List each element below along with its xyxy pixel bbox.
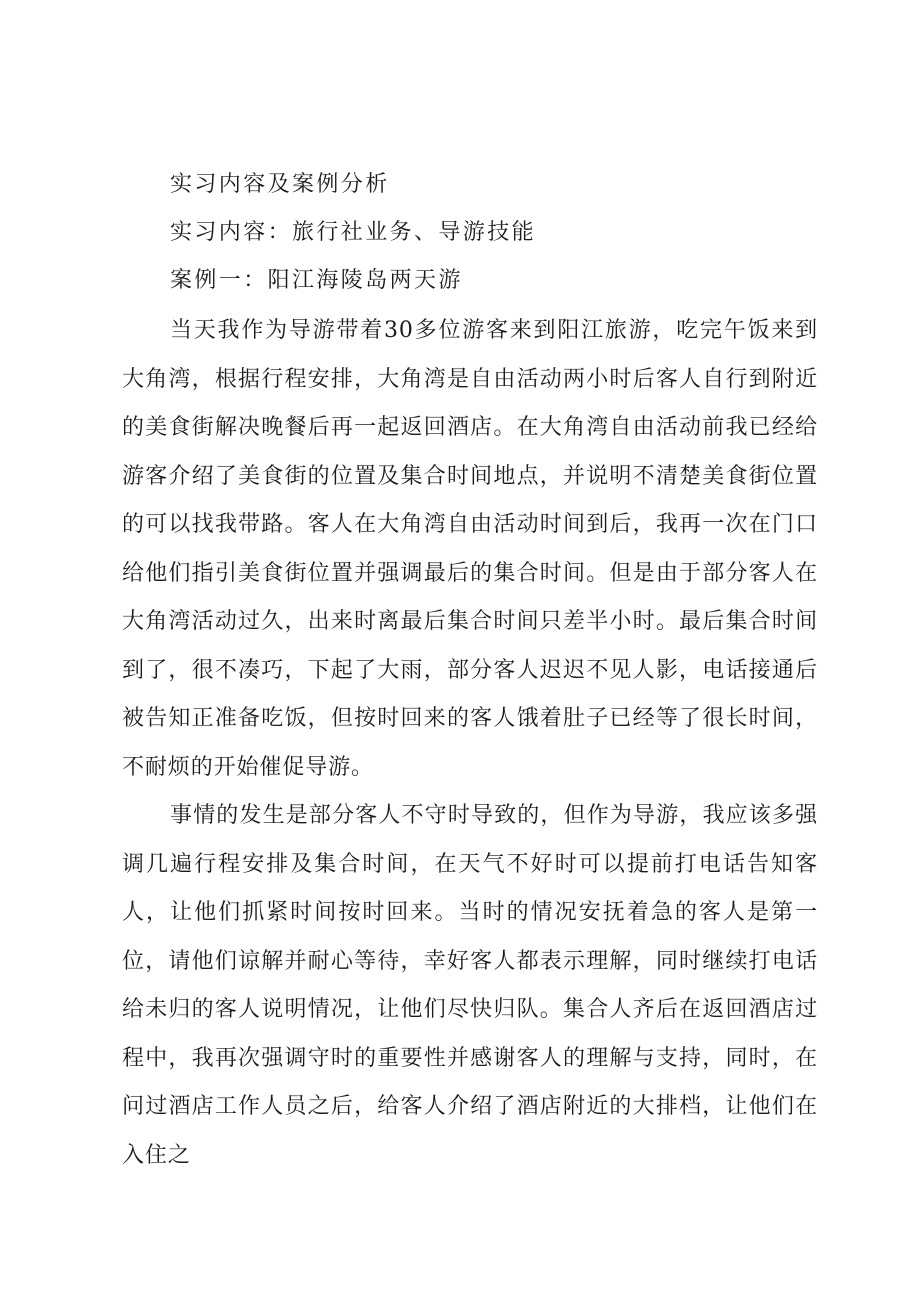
case-paragraph-1: 当天我作为导游带着30多位游客来到阳江旅游，吃完午饭来到大角湾，根据行程安排，大角湾是自由活动两小时后客人自行到附近的美食街解决晚餐后再一起返回酒店。在大角湾自由活动前我已经给游客介绍了美食街的位置及集合时间地点，并说明不清楚美食街位置的可以找我带路。客人在大角湾自由活动时间到后，我再一次在门口给他们指引美食街位置并强调最后的集合时间。但是由于部分客人在大角湾活动过久，出来时离最后集合时间只差半小时。最后集合时间到了，很不凑巧，下起了大雨，部分客人迟迟不见人影，电话接通后被告知正准备吃饭，但按时回来的客人饿着肚子已经等了很长时间，不耐烦的开始催促导游。	[122, 318, 818, 780]
case-title: 案例一：阳江海陵岛两天游	[170, 268, 463, 293]
case-paragraph-2: 事情的发生是部分客人不守时导致的，但作为导游，我应该多强调几遍行程安排及集合时间，在天气不好时可以提前打电话告知客人，让他们抓紧时间按时回来。当时的情况安抚着急的客人是第一位，请他们谅解并耐心等待，幸好客人都表示理解，同时继续打电话给未归的客人说明情况，让他们尽快归队。集合人齐后在返回酒店过程中，我再次强调守时的重要性并感谢客人的理解与支持，同时，在问过酒店工作人员之后，给客人介绍了酒店附近的大排档，让他们在入住之	[122, 803, 818, 1168]
internship-content-line: 实习内容：旅行社业务、导游技能	[170, 220, 537, 245]
document-title: 实习内容及案例分析	[170, 172, 390, 197]
